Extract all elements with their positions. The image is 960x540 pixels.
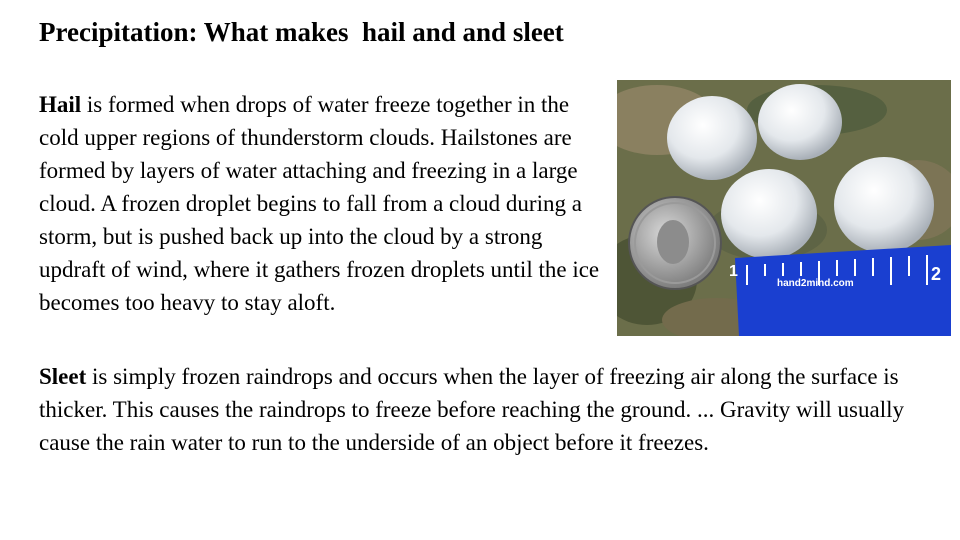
hail-text: is formed when drops of water freeze together in the cold upper regions of thunderstorm clouds. Hailstones are formed by layers of water attaching and freezing in a large cloud. A frozen droplet begins to fall from a cloud during a storm, but is pushed back up into the cloud by a strong updraft of wind, where it gathers frozen droplets until the ice becomes too heavy to stay aloft. [39,92,600,315]
hailstone [758,84,842,160]
blue-ruler [735,245,951,336]
sleet-paragraph [39,360,919,459]
ruler-number: 1 [729,263,738,280]
hailstones-photo [617,80,951,336]
hail-paragraph [39,88,609,319]
coin-portrait [657,220,689,264]
slide-title: Precipitation: What makes hail and and sleet [39,17,564,47]
hail-term: Hail [39,92,82,117]
hailstone [834,157,934,253]
ruler-brand: hand2mind.com [777,278,854,289]
hailstone [667,96,757,180]
sleet-term: Sleet [39,364,87,389]
hailstone [721,169,817,259]
ruler-number: 2 [931,264,942,284]
sleet-text: is simply frozen raindrops and occurs when the layer of freezing air along the surface is thicker. This causes the raindrops to freeze before reaching the ground. ... Gravity will usually cause the rain water to run to the underside of an object before it freezes. [39,364,904,455]
